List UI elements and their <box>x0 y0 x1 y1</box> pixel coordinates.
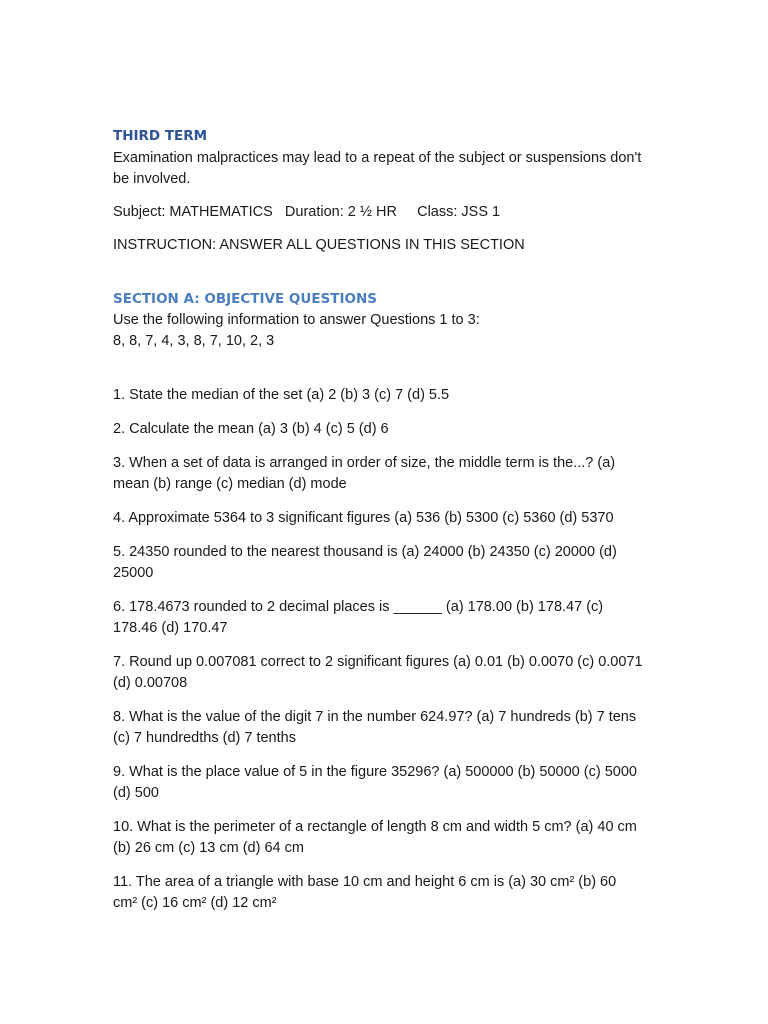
question-item: 6. 178.4673 rounded to 2 decimal places is ______ (a) 178.00 (b) 178.47 (c) 178.46 (d) 170.47 <box>113 599 604 636</box>
question-item: 5. 24350 rounded to the nearest thousand is (a) 24000 (b) 24350 (c) 20000 (d) 25000 <box>113 544 617 581</box>
subject-line <box>113 202 643 223</box>
duration-text: Duration: 2 ½ HR <box>284 204 397 220</box>
instruction-text: INSTRUCTION: ANSWER ALL QUESTIONS IN THIS SECTION <box>113 237 525 253</box>
question-item: 9. What is the place value of 5 in the figure 35296? (a) 500000 (b) 50000 (c) 5000 (d) 500 <box>113 764 637 801</box>
question-item: 1. State the median of the set (a) 2 (b) 3 (c) 7 (d) 5.5 <box>113 387 450 403</box>
dataset-values: 8, 8, 7, 4, 3, 8, 7, 10, 2, 3 <box>113 333 275 349</box>
question-item: 4. Approximate 5364 to 3 significant figures (a) 536 (b) 5300 (c) 5360 (d) 5370 <box>113 510 614 526</box>
term-title: THIRD TERM <box>113 128 208 144</box>
section-heading: SECTION A: OBJECTIVE QUESTIONS <box>113 291 377 307</box>
subject-text: Subject: MATHEMATICS <box>113 204 273 220</box>
exam-document <box>113 126 643 927</box>
question-item: 7. Round up 0.007081 correct to 2 significant figures (a) 0.01 (b) 0.0070 (c) 0.0071 (d) 0.00708 <box>113 654 643 691</box>
question-item: 3. When a set of data is arranged in order of size, the middle term is the...? (a) mean (b) range (c) median (d) mode <box>113 455 616 492</box>
question-item: 10. What is the perimeter of a rectangle of length 8 cm and width 5 cm? (a) 40 cm (b) 26 cm (c) 13 cm (d) 64 cm <box>113 819 637 856</box>
question-list <box>113 385 643 914</box>
dataset-intro: Use the following information to answer Questions 1 to 3: <box>113 312 480 328</box>
question-item: 11. The area of a triangle with base 10 cm and height 6 cm is (a) 30 cm² (b) 60 cm² (c) 16 cm² (d) 12 cm² <box>113 874 617 911</box>
malpractice-warning: Examination malpractices may lead to a repeat of the subject or suspensions don't be involved. <box>113 150 642 187</box>
class-text: Class: JSS 1 <box>417 204 501 220</box>
question-item: 8. What is the value of the digit 7 in the number 624.97? (a) 7 hundreds (b) 7 tens (c) 7 hundredths (d) 7 tenths <box>113 709 637 746</box>
question-item: 2. Calculate the mean (a) 3 (b) 4 (c) 5 (d) 6 <box>113 421 389 437</box>
